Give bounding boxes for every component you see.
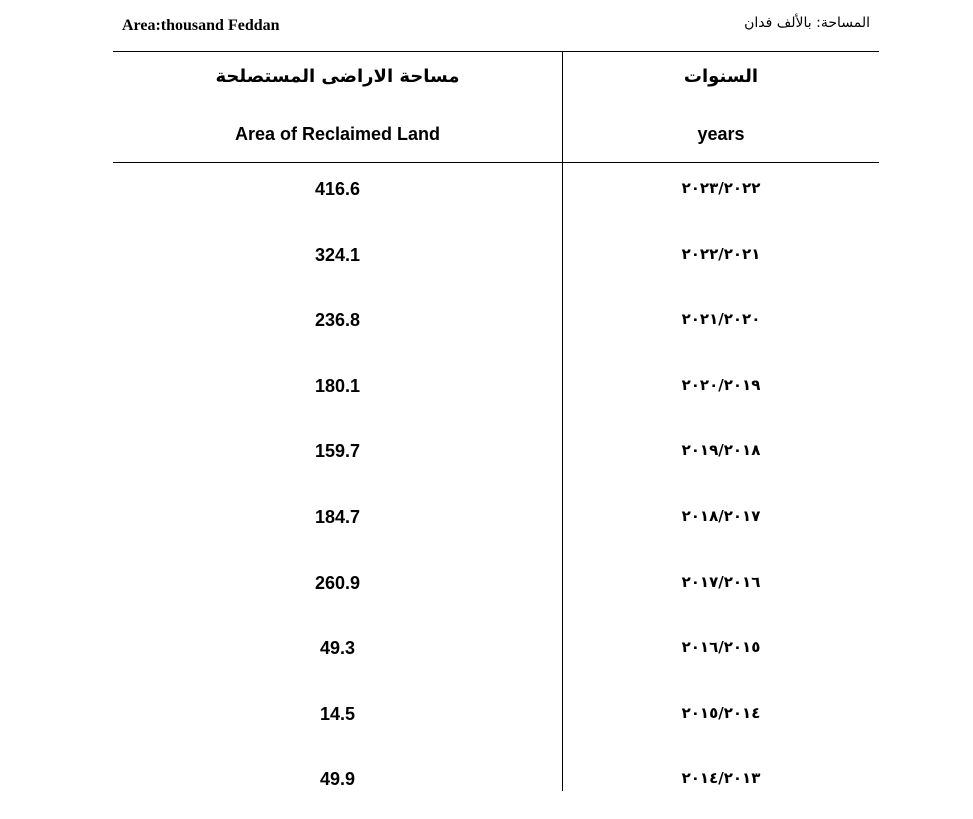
year-value: ٢٠١٩/٢٠١٨ [681,441,761,460]
table-row [113,622,879,688]
area-value: 159.7 [314,441,361,462]
area-value: 180.1 [314,375,361,396]
year-value: ٢٠١٥/٢٠١٤ [681,703,761,722]
area-value: 184.7 [314,506,361,527]
year-value: ٢٠١٨/٢٠١٧ [681,506,761,525]
years-header-en: years [697,124,745,144]
table-row [113,163,879,229]
year-value: ٢٠٢٣/٢٠٢٢ [681,179,761,197]
area-value: 14.5 [319,703,356,724]
table-row [113,425,879,491]
table-row [113,688,879,754]
table-row [113,557,879,623]
years-column-header [563,52,879,162]
area-value: 260.9 [314,572,361,593]
reclaimed-land-table [113,51,879,819]
area-column-header [113,52,562,162]
table-row [113,229,879,295]
table-row [113,753,879,819]
year-value: ٢٠٢٢/٢٠٢١ [681,244,761,263]
unit-label-ar: المساحة: بالألف فدان [744,15,870,31]
area-value: 49.9 [319,769,356,790]
unit-label-en: Area:thousand Feddan [122,17,280,34]
table-header [113,51,879,163]
year-value: ٢٠١٦/٢٠١٥ [681,638,761,657]
area-header-ar: مساحة الاراضى المستصلحة [215,66,460,87]
year-value: ٢٠٢١/٢٠٢٠ [681,310,761,329]
area-value: 416.6 [314,179,361,199]
area-header-en: Area of Reclaimed Land [234,124,441,144]
table-row [113,360,879,426]
area-value: 324.1 [314,244,361,265]
year-value: ٢٠٢٠/٢٠١٩ [681,375,761,394]
years-header-ar: السنوات [683,66,759,87]
table-body [113,163,879,819]
year-value: ٢٠١٧/٢٠١٦ [681,572,761,591]
table-row [113,294,879,360]
area-value: 49.3 [319,638,356,659]
table-row [113,491,879,557]
area-value: 236.8 [314,310,361,331]
year-value: ٢٠١٤/٢٠١٣ [681,769,761,788]
